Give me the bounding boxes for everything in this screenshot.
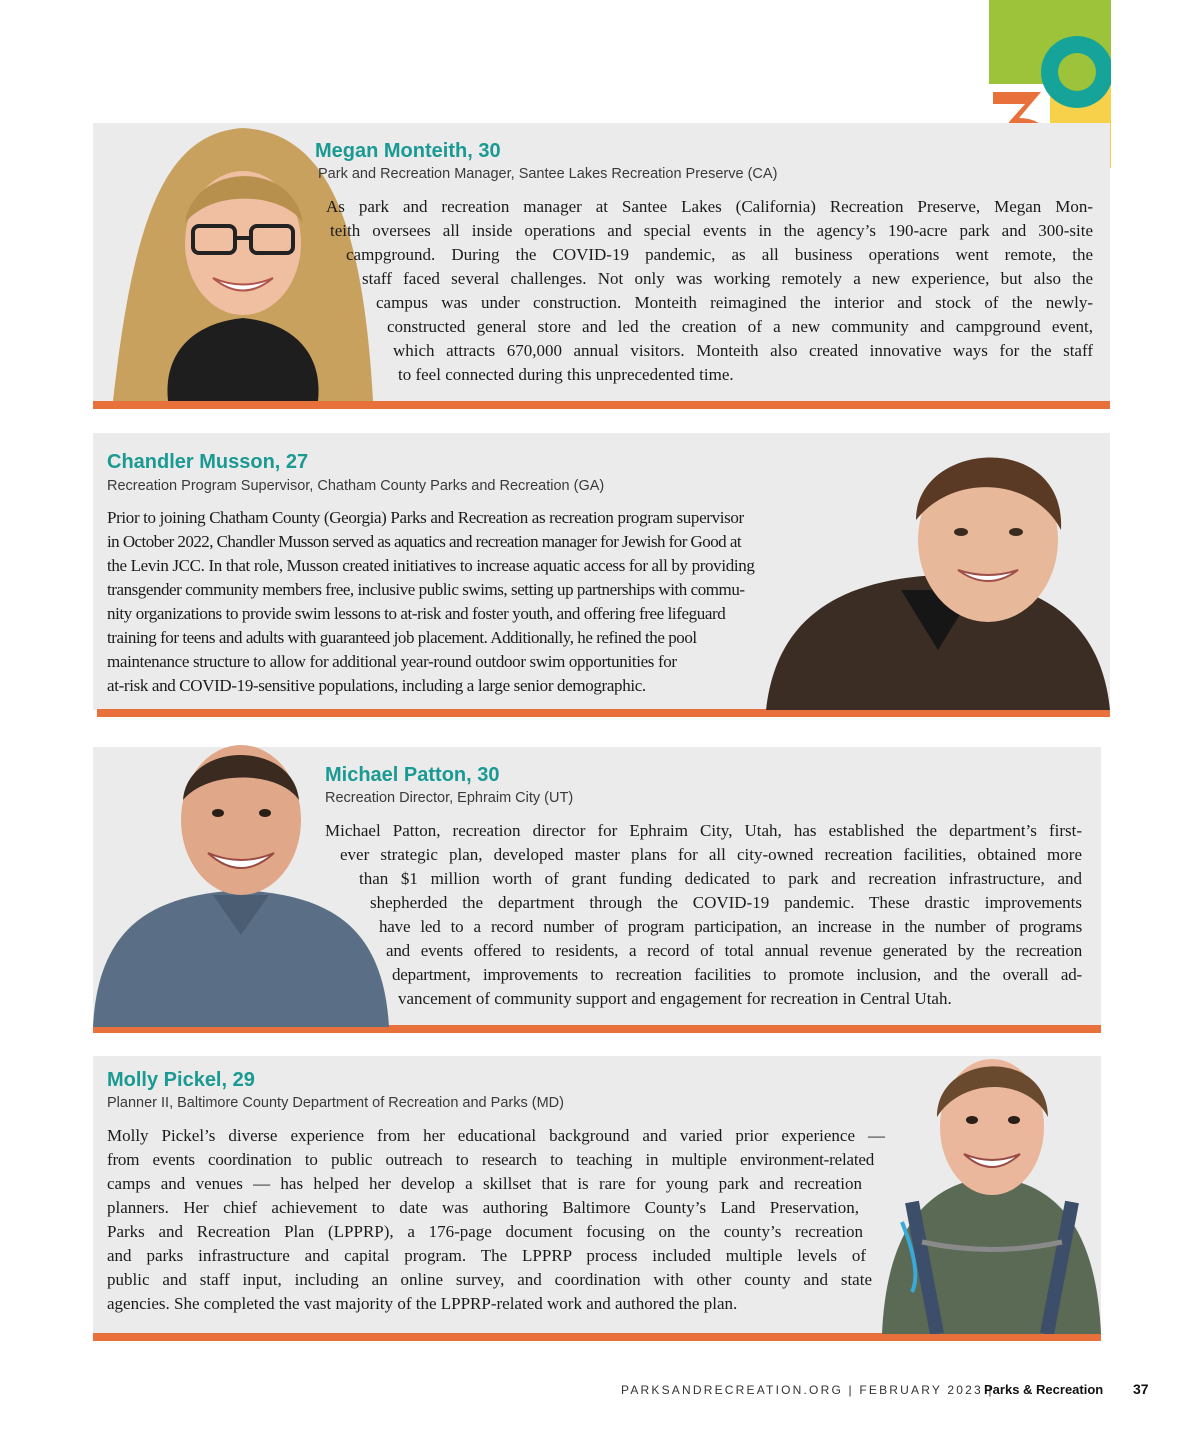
bio-line: staff faced several challenges. Not only was working remotely a new experience, but also the: [362, 269, 1093, 288]
bio-line: nity organizations to provide swim lessons to at-risk and foster youth, and offering free lifeguard: [107, 604, 726, 623]
bio-line: vancement of community support and engagement for recreation in Central Utah.: [398, 989, 952, 1008]
portrait-chandler-musson: [766, 420, 1110, 710]
bio-line: camps and venues — has helped her develop a skillset that is rare for young park and recreation: [107, 1174, 862, 1193]
bio-line: public and staff input, including an online survey, and coordination with other county and state: [107, 1270, 872, 1289]
profile-divider: [93, 1333, 1101, 1341]
bio-line: Michael Patton, recreation director for Ephraim City, Utah, has established the department’s first-: [325, 821, 1082, 840]
bio-line: department, improvements to recreation facilities to promote inclusion, and the overall ad-: [392, 965, 1082, 984]
bio-line: As park and recreation manager at Santee Lakes (California) Recreation Preserve, Megan Mon-: [326, 197, 1093, 216]
bio-line: teith oversees all inside operations and special events in the agency’s 190-acre park and 300-site: [330, 221, 1093, 240]
profile-title: Park and Recreation Manager, Santee Lakes Recreation Preserve (CA): [318, 166, 778, 182]
profile-title: Recreation Program Supervisor, Chatham County Parks and Recreation (GA): [107, 478, 605, 494]
bio-line: the Levin JCC. In that role, Musson created initiatives to increase aquatic access for all by providing: [107, 556, 755, 575]
bio-line: planners. Her chief achievement to date was authoring Baltimore County’s Land Preservation,: [107, 1198, 859, 1217]
bio-line: which attracts 670,000 annual visitors. Monteith also created innovative ways for the staff: [393, 341, 1093, 360]
bio-line: campus was under construction. Monteith reimagined the interior and stock of the newly-: [376, 293, 1093, 312]
bio-line: shepherded the department through the COVID-19 pandemic. These drastic improvements: [370, 893, 1082, 912]
bio-line: at-risk and COVID-19-sensitive populations, including a large senior demographic.: [107, 676, 646, 695]
profile-title: Recreation Director, Ephraim City (UT): [325, 790, 574, 806]
bio-line: and parks infrastructure and capital program. The LPPRP process included multiple levels of: [107, 1246, 866, 1265]
bio-line: from events coordination to public outreach to research to teaching in multiple environment-related: [107, 1150, 874, 1169]
bio-line: constructed general store and led the creation of a new community and campground event,: [387, 317, 1093, 336]
profile-name: Chandler Musson, 27: [107, 451, 309, 473]
bio-line: campground. During the COVID-19 pandemic, as all business operations went remote, the: [346, 245, 1093, 264]
page-number: 37: [1133, 1381, 1149, 1397]
bio-line: maintenance structure to allow for additional year-round outdoor swim opportunities for: [107, 652, 677, 671]
bio-line: training for teens and adults with guaranteed job placement. Additionally, he refined the pool: [107, 628, 697, 647]
profile-title: Planner II, Baltimore County Department of Recreation and Parks (MD): [107, 1095, 564, 1111]
footer-site-date: PARKSANDRECREATION.ORG | FEBRUARY 2023 |: [621, 1383, 994, 1397]
bio-line: Prior to joining Chatham County (Georgia) Parks and Recreation as recreation program supervisor: [107, 508, 744, 527]
bio-line: have led to a record number of program participation, an increase in the number of programs: [379, 917, 1082, 936]
bio-line: transgender community members free, inclusive public swims, setting up partnerships with commu-: [107, 580, 745, 599]
profile-name: Molly Pickel, 29: [107, 1069, 255, 1091]
bio-line: in October 2022, Chandler Musson served as aquatics and recreation manager for Jewish for Good at: [107, 532, 741, 551]
bio-line: agencies. She completed the vast majority of the LPPRP-related work and authored the plan.: [107, 1294, 738, 1313]
bio-line: ever strategic plan, developed master plans for all city-owned recreation facilities, obtained more: [340, 845, 1082, 864]
portrait-molly-pickel: [882, 1032, 1101, 1334]
bio-line: Molly Pickel’s diverse experience from her educational background and varied prior experience —: [107, 1126, 885, 1145]
bio-line: and events offered to residents, a record of total annual revenue generated by the recreation: [386, 941, 1082, 960]
profile-divider: [97, 709, 1110, 717]
footer-magazine-name: Parks & Recreation: [984, 1382, 1104, 1397]
bio-line: Parks and Recreation Plan (LPPRP), a 176-page document focusing on the county’s recreation: [107, 1222, 863, 1241]
profile-name: Michael Patton, 30: [325, 764, 500, 786]
bio-line: to feel connected during this unprecedented time.: [398, 365, 734, 384]
profile-divider: [93, 401, 1110, 409]
bio-line: than $1 million worth of grant funding dedicated to park and recreation infrastructure, and: [359, 869, 1082, 888]
profile-name: Megan Monteith, 30: [315, 140, 501, 162]
